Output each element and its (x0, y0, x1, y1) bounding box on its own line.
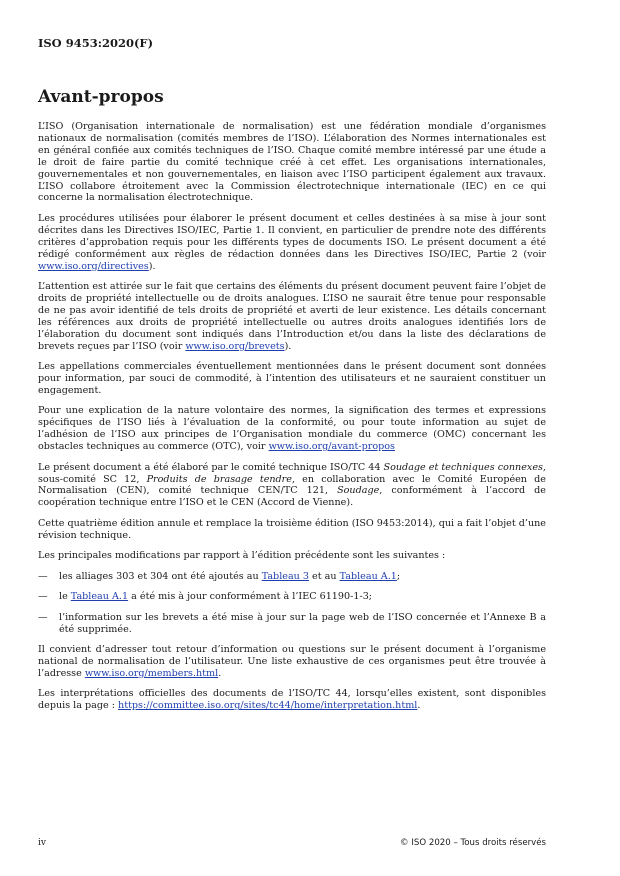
paragraph-voluntary-nature: Pour une explication de la nature volontaire des normes, la signification des termes et expressions spécifiques de l’ISO liés à l’évaluation de la conformité, ou pour toute information au sujet de l’adhésion de l’ISO aux principes de l’Organisation mondiale du commerce (OMC) concernant les obstacles techniques au commerce (OTC), voir www.iso.org/avant-propos (38, 405, 546, 453)
paragraph-committee: Le présent document a été élaboré par le comité technique ISO/TC 44 Soudage et techniques connexes, sous-comité SC 12, Produits de brasage tendre, en collaboration avec le Comité Européen de Normalisation (CEN), comité technique CEN/TC 121, Soudage, conformément à l’accord de coopération technique entre l’ISO et le CEN (Accord de Vienne). (38, 461, 546, 509)
link-members[interactable]: www.iso.org/members.html (84, 667, 219, 679)
paragraph-trade-names: Les appellations commerciales éventuellement mentionnées dans le présent document sont données pour information, par souci de commodité, à l’intention des utilisateurs et ne sauraient constituer un engagement. (38, 361, 546, 396)
list-dash: — (38, 570, 48, 582)
foreword-body (38, 121, 546, 721)
link-directives[interactable]: www.iso.org/directives (38, 260, 149, 272)
paragraph-feedback: Il convient d’adresser tout retour d’information ou questions sur le présent document à l’organisme national de normalisation de l’utilisateur. Une liste exhaustive de ces organismes peut être trouvée à l’adresse www.iso.org/members.html. (38, 644, 546, 679)
paragraph-changes-intro: Les principales modifications par rapport à l’édition précédente sont les suivantes : (38, 550, 446, 562)
paragraph-procedures: Les procédures utilisées pour élaborer le présent document et celles destinées à sa mise à jour sont décrites dans les Directives ISO/IEC, Partie 1. Il convient, en particulier de prendre note des différents critères d’approbation requis pour les différents types de documents ISO. Le présent document a été rédigé conformément aux règles de rédaction données dans les Directives ISO/IEC, Partie 2 (voir www.iso.org/directives). (38, 212, 546, 272)
paragraph-patents: L’attention est attirée sur le fait que certains des éléments du présent document peuvent faire l’objet de droits de propriété intellectuelle ou de droits analogues. L’ISO ne saurait être tenue pour responsable de ne pas avoir identifié de tels droits de propriété et averti de leur existence. Les détails concernant les références aux droits de propriété intellectuelle ou autres droits analogues identifiés lors de l’élaboration du document sont indiqués dans l’Introduction et/ou dans la liste des déclarations de brevets reçues par l’ISO (voir www.iso.org/brevets). (38, 281, 546, 352)
paragraph-iso-intro: L’ISO (Organisation internationale de normalisation) est une fédération mondiale d’organismes nationaux de normalisation (comités membres de l’ISO). L’élaboration des Normes internationales est en général confiée aux comités techniques de l’ISO. Chaque comité membre intéressé par une étude a le droit de faire partie du comité technique créé à cet effet. Les organisations internationales, gouvernementales et non gouvernementales, en liaison avec l’ISO participent également aux travaux. L’ISO collabore étroitement avec la Commission électrotechnique internationale (IEC) en ce qui concerne la normalisation électrotechnique. (38, 121, 546, 204)
paragraph-edition: Cette quatrième édition annule et remplace la troisième édition (ISO 9453:2014), qui a fait l’objet d’une révision technique. (38, 517, 546, 541)
list-dash: — (38, 591, 48, 603)
link-brevets[interactable]: www.iso.org/brevets (185, 340, 285, 352)
paragraph-interpretations: Les interprétations officielles des documents de l’ISO/TC 44, lorsqu’elles existent, sont disponibles depuis la page : https://committee.iso.org/sites/tc44/home/interpretation.html. (38, 688, 546, 712)
list-item: — les alliages 303 et 304 ont été ajoutés au Tableau 3 et au Tableau A.1; (38, 570, 401, 582)
copyright-notice: © ISO 2020 – Tous droits réservés (400, 838, 546, 848)
document-id: ISO 9453:2020(F) (38, 36, 154, 50)
list-dash: — (38, 611, 48, 623)
link-interpretation[interactable]: https://committee.iso.org/sites/tc44/home/interpretation.html (118, 700, 418, 712)
list-item: — l’information sur les brevets a été mise à jour sur la page web de l’ISO concernée et l’Annexe B a été supprimée. (38, 611, 546, 635)
page-number: iv (38, 838, 46, 848)
link-tableau-3[interactable]: Tableau 3 (261, 570, 309, 582)
page-title: Avant-propos (38, 87, 164, 107)
link-tableau-a1[interactable]: Tableau A.1 (70, 591, 129, 603)
link-avant-propos[interactable]: www.iso.org/avant-propos (268, 441, 395, 453)
link-tableau-a1[interactable]: Tableau A.1 (339, 570, 397, 582)
list-item: — le Tableau A.1 a été mis à jour conformément à l’IEC 61190-1-3; (38, 591, 373, 603)
